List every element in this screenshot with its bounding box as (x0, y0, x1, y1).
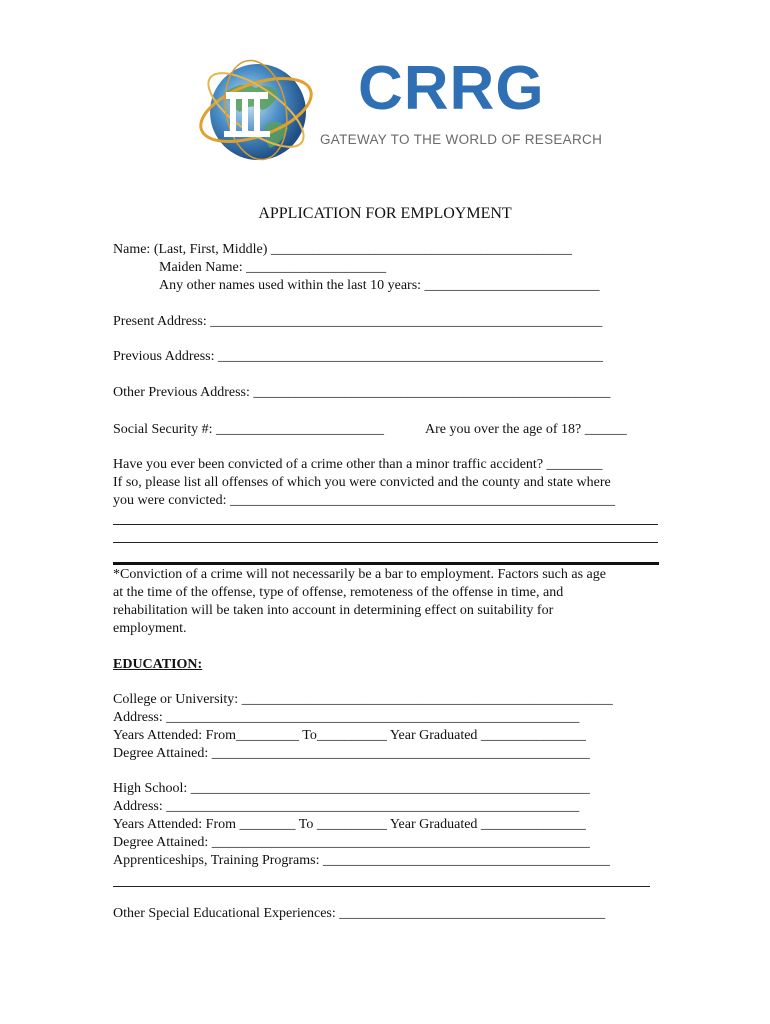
apprenticeships-blank-line[interactable] (113, 886, 650, 887)
present-address-field[interactable]: Present Address: ________________________________________________________ (113, 314, 603, 329)
convictions-blank-line-2[interactable] (113, 542, 658, 543)
disclaimer-line-1: *Conviction of a crime will not necessarily be a bar to employment. Factors such as age (113, 567, 606, 582)
apprenticeships-field[interactable]: Apprenticeships, Training Programs: _________________________________________ (113, 853, 610, 868)
other-names-field[interactable]: Any other names used within the last 10 years: _________________________ (159, 278, 600, 293)
maiden-name-field[interactable]: Maiden Name: ____________________ (159, 260, 387, 275)
disclaimer-line-3: rehabilitation will be taken into account in determining effect on suitability for (113, 603, 554, 618)
high-school-degree-field[interactable]: Degree Attained: ______________________________________________________ (113, 835, 590, 850)
form-title: APPLICATION FOR EMPLOYMENT (258, 205, 512, 222)
name-field[interactable]: Name: (Last, First, Middle) ___________________________________________ (113, 242, 572, 257)
brand-tagline: GATEWAY TO THE WORLD OF RESEARCH (320, 132, 603, 147)
other-special-education-field[interactable]: Other Special Educational Experiences: ______________________________________ (113, 906, 606, 921)
high-school-field[interactable]: High School: _________________________________________________________ (113, 781, 590, 796)
education-heading: EDUCATION: (113, 657, 203, 672)
college-address-field[interactable]: Address: ___________________________________________________________ (113, 710, 580, 725)
disclaimer-line-4: employment. (113, 621, 187, 636)
college-years-field[interactable]: Years Attended: From_________ To__________ Year Graduated _______________ (113, 728, 586, 743)
if-so-line-1: If so, please list all offenses of which you were convicted and the county and state where (113, 475, 611, 490)
college-field[interactable]: College or University: _____________________________________________________ (113, 692, 613, 707)
other-previous-address-field[interactable]: Other Previous Address: ___________________________________________________ (113, 385, 611, 400)
high-school-years-field[interactable]: Years Attended: From ________ To __________ Year Graduated _______________ (113, 817, 586, 832)
crrg-logo (196, 52, 316, 170)
high-school-address-field[interactable]: Address: ___________________________________________________________ (113, 799, 580, 814)
previous-address-field[interactable]: Previous Address: _______________________________________________________ (113, 349, 603, 364)
brand-name: CRRG (358, 54, 545, 123)
globe-pillars-icon (196, 52, 316, 170)
section-divider (113, 562, 659, 565)
disclaimer-line-2: at the time of the offense, type of offense, remoteness of the offense in time, and (113, 585, 564, 600)
ssn-field[interactable]: Social Security #: ________________________ (113, 422, 385, 437)
convicted-question[interactable]: Have you ever been convicted of a crime other than a minor traffic accident? ________ (113, 457, 603, 472)
convictions-field[interactable]: you were convicted: _______________________________________________________ (113, 493, 616, 508)
age-field[interactable]: Are you over the age of 18? ______ (425, 422, 627, 437)
college-degree-field[interactable]: Degree Attained: ______________________________________________________ (113, 746, 590, 761)
convictions-blank-line-1[interactable] (113, 524, 658, 525)
